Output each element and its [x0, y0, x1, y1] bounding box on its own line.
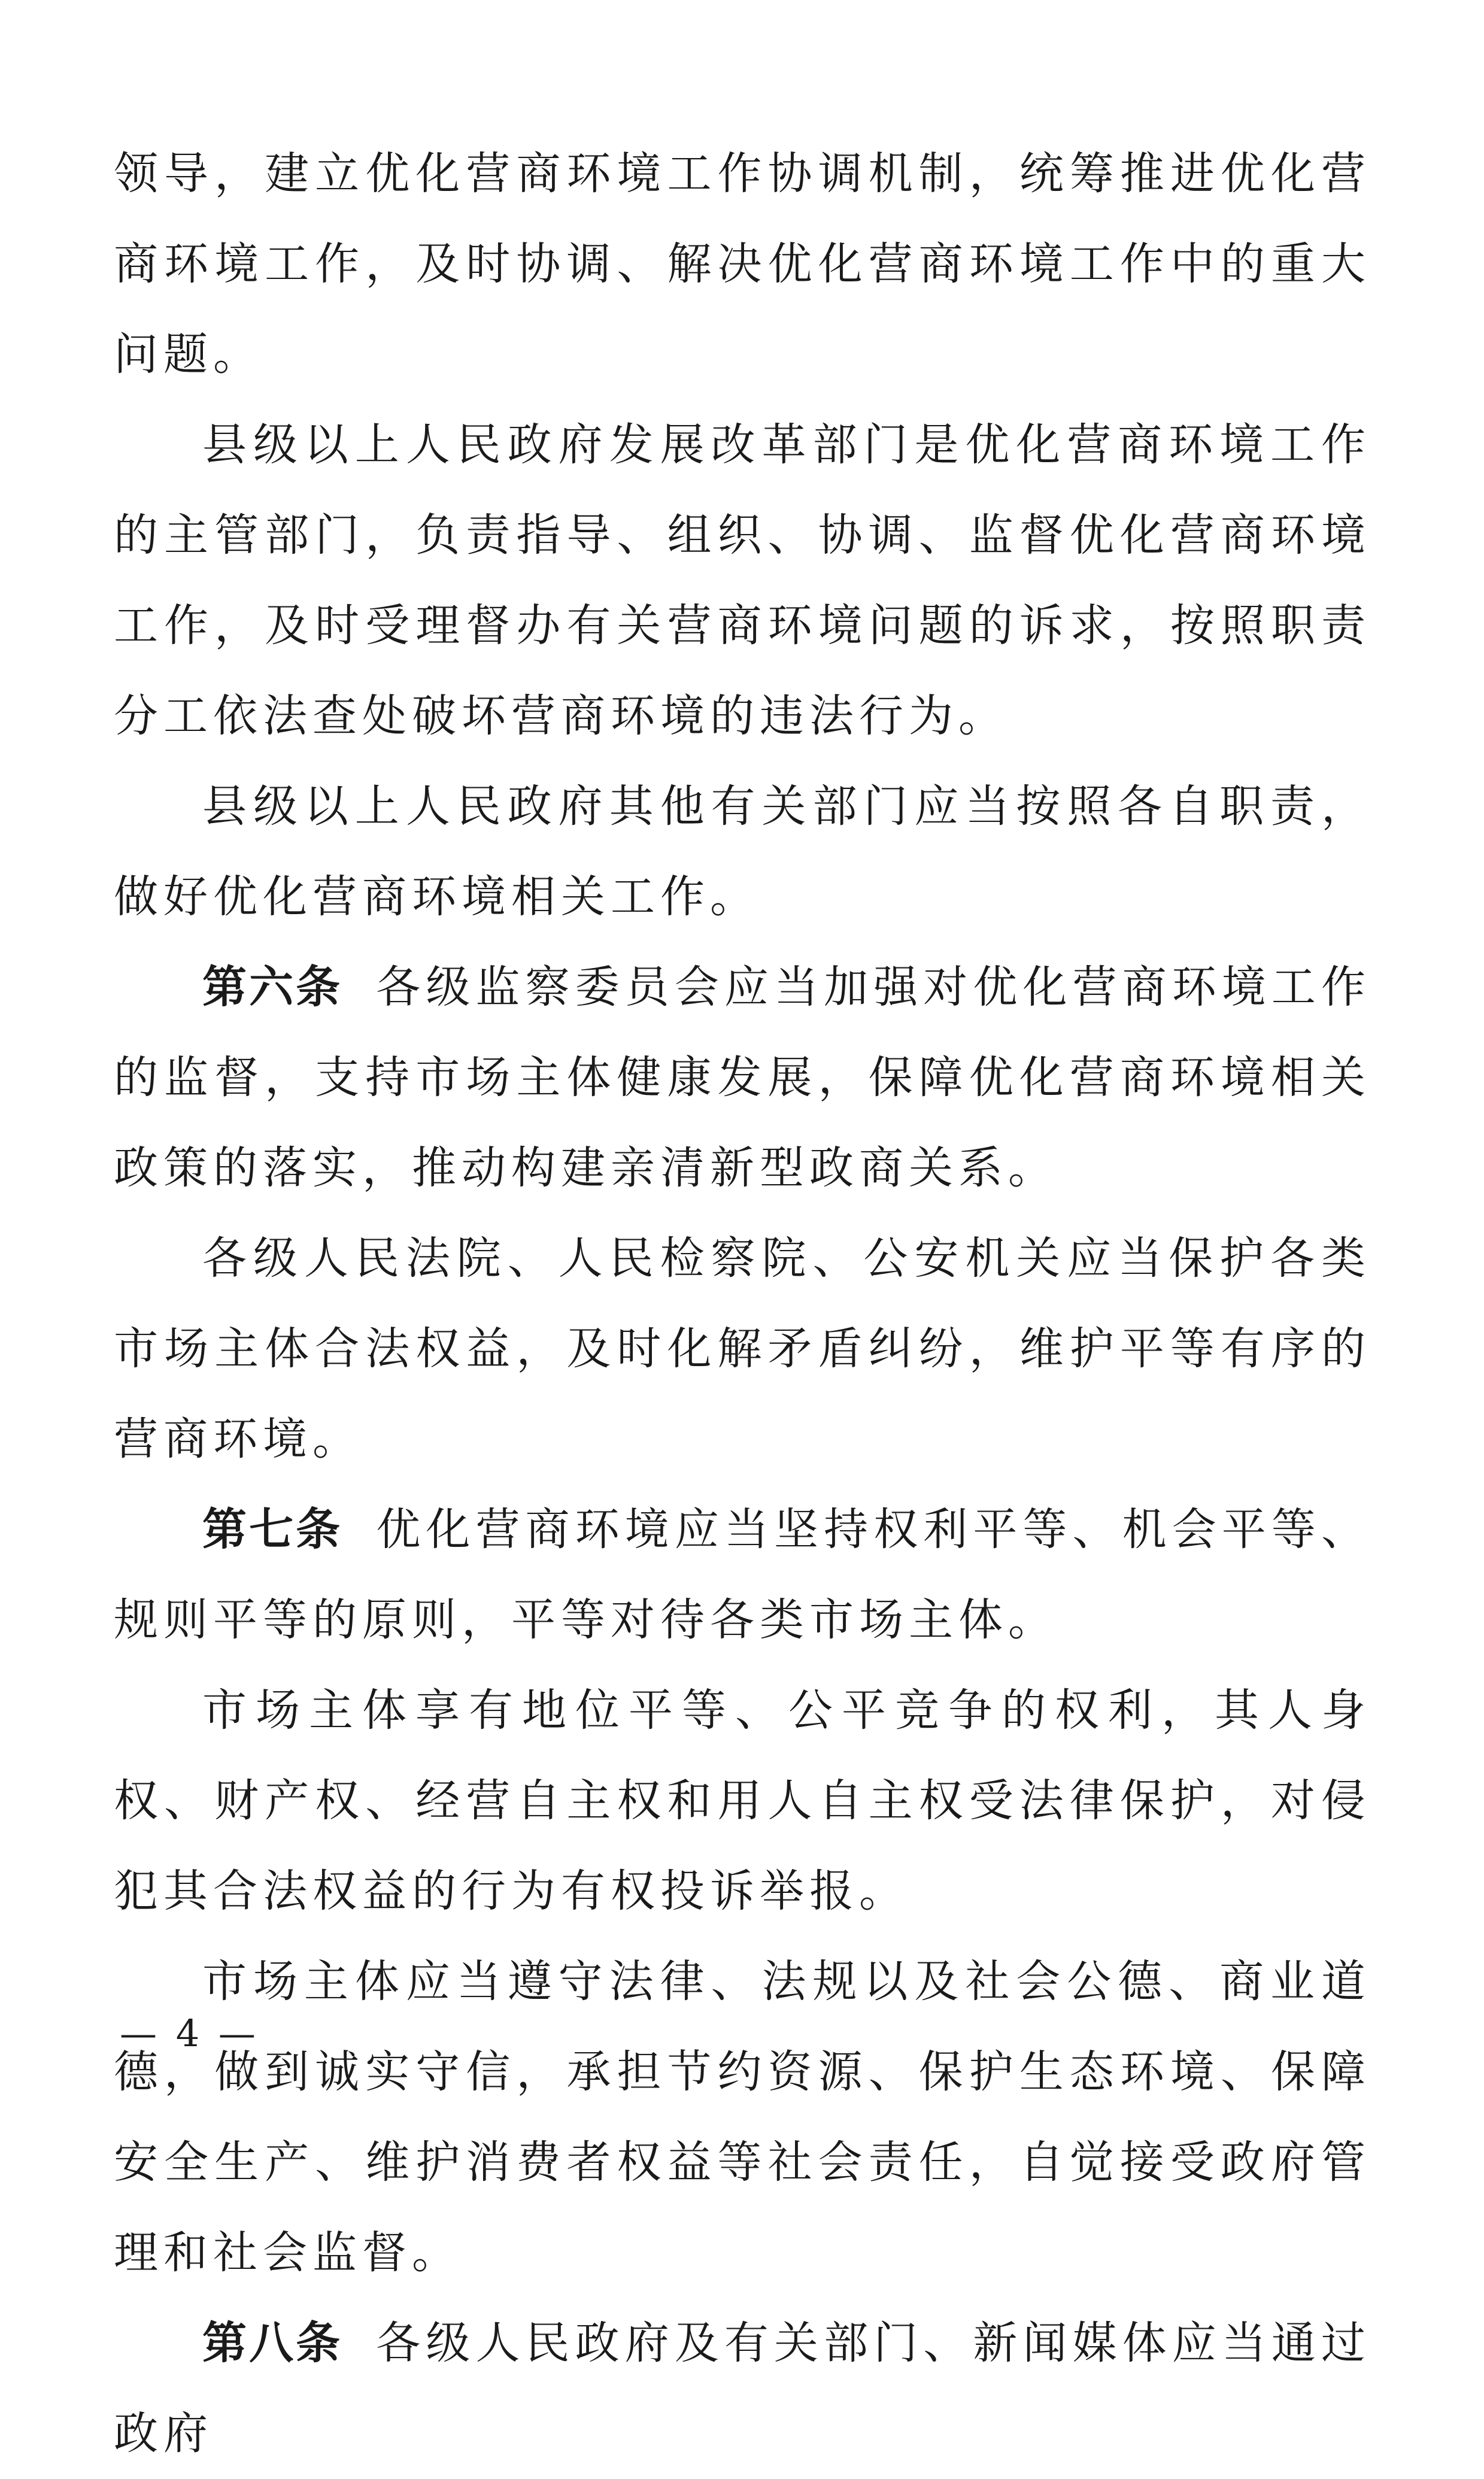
document-page [114, 129, 1371, 2479]
paragraph-1-text: 领导，建立优化营商环境工作协调机制，统筹推进优化营商环境工作，及时协调、解决优化营商环境工作中的重大问题。 [114, 148, 1371, 380]
article-8-heading: 第八条 [202, 2317, 343, 2369]
article-8-text: 各级人民政府及有关部门、新闻媒体应当通过政府 [114, 2317, 1371, 2459]
article-7 [114, 1485, 1371, 1665]
article-6-text: 各级监察委员会应当加强对优化营商环境工作的监督，支持市场主体健康发展，保障优化营商环境相关政策的落实，推动构建亲清新型政商关系。 [114, 961, 1371, 1194]
paragraph-5-text: 各级人民法院、人民检察院、公安机关应当保护各类市场主体合法权益，及时化解矛盾纠纷，维护平等有序的营商环境。 [114, 1233, 1371, 1465]
article-8 [114, 2298, 1371, 2479]
paragraph-3-text: 县级以上人民政府其他有关部门应当按照各自职责，做好优化营商环境相关工作。 [114, 781, 1371, 923]
article-7-text: 优化营商环境应当坚持权利平等、机会平等、规则平等的原则，平等对待各类市场主体。 [114, 1504, 1371, 1646]
paragraph-7-text: 市场主体享有地位平等、公平竞争的权利，其人身权、财产权、经营自主权和用人自主权受法律保护，对侵犯其合法权益的行为有权投诉举报。 [114, 1685, 1371, 1917]
paragraph-2-text: 县级以上人民政府发展改革部门是优化营商环境工作的主管部门，负责指导、组织、协调、监督优化营商环境工作，及时受理督办有关营商环境问题的诉求，按照职责分工依法查处破坏营商环境的违法行为。 [114, 419, 1371, 742]
paragraph-1 [114, 129, 1371, 400]
paragraph-8-text: 市场主体应当遵守法律、法规以及社会公德、商业道德，做到诚实守信，承担节约资源、保护生态环境、保障安全生产、维护消费者权益等社会责任，自觉接受政府管理和社会监督。 [114, 1956, 1371, 2278]
article-6 [114, 942, 1371, 1213]
article-7-heading: 第七条 [202, 1504, 343, 1555]
paragraph-2 [114, 400, 1371, 761]
paragraph-7 [114, 1665, 1371, 1937]
article-6-heading: 第六条 [202, 961, 343, 1013]
paragraph-8 [114, 1937, 1371, 2298]
page-number: — 4 — [120, 2011, 259, 2055]
paragraph-5 [114, 1213, 1371, 1485]
paragraph-3 [114, 761, 1371, 942]
